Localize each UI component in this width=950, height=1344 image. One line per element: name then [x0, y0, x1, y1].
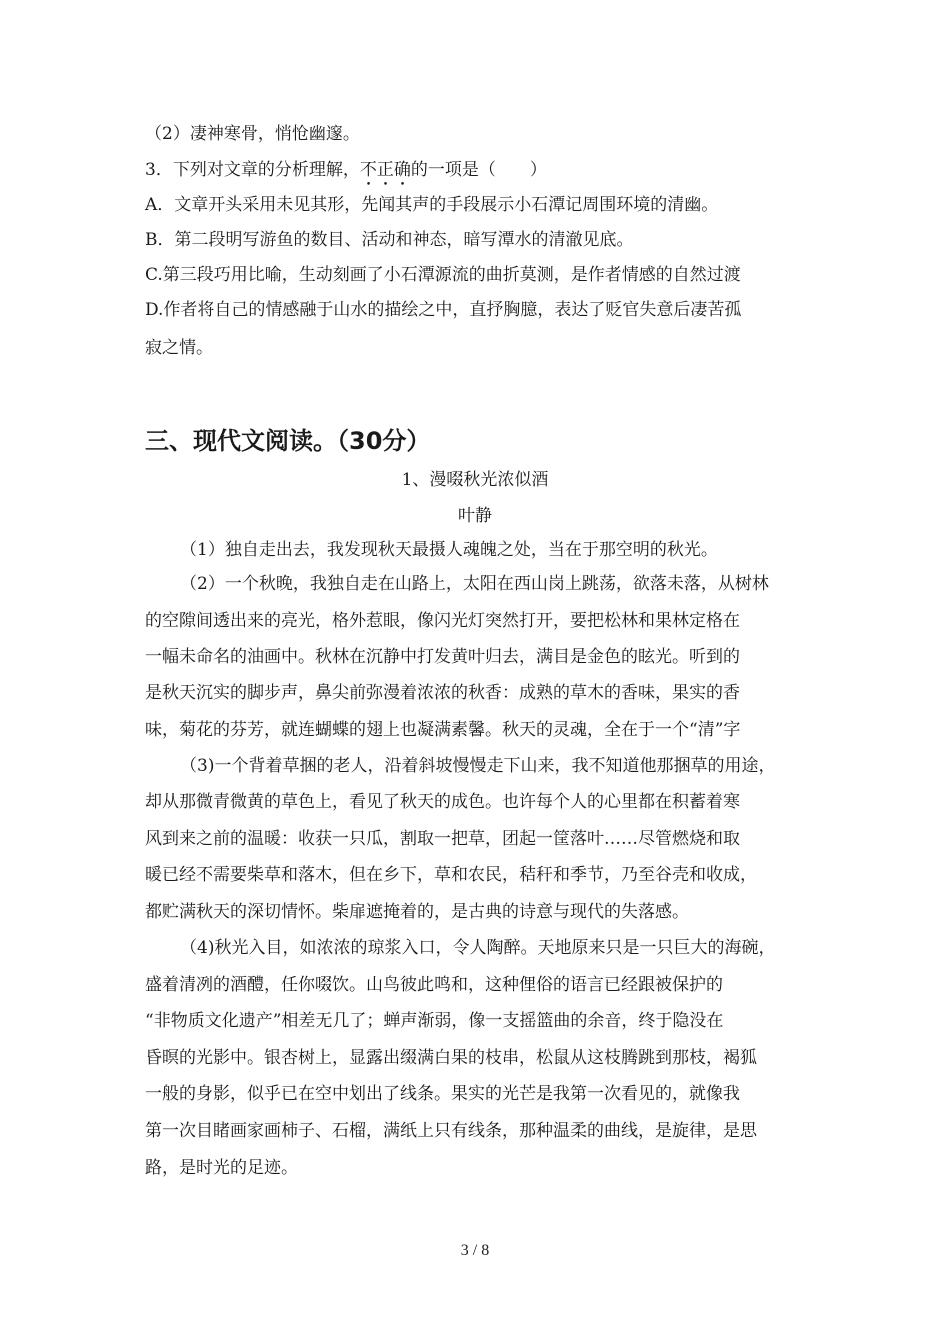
question-3-emphasis: 不正确 [359, 160, 411, 180]
page-number: 3 / 8 [460, 1242, 490, 1259]
paragraph-line: 风到来之前的温暖：收获一只瓜，割取一把草，团起一筐落叶……尽管燃烧和取 [145, 829, 740, 849]
question-3-prefix: 3．下列对文章的分析理解， [145, 160, 360, 180]
article-title: 1、漫啜秋光浓似酒 [401, 470, 549, 490]
question-3-suffix: 的一项是（ ） [410, 160, 547, 180]
option-a: A．文章开头采用未见其形，先闻其声的手段展示小石潭记周围环境的清幽。 [145, 195, 719, 215]
paragraph-line: 的空隙间透出来的亮光，格外惹眼，像闪光灯突然打开，要把松林和果林定格在 [145, 611, 740, 631]
option-b: B．第二段明写游鱼的数目、活动和神态，暗写潭水的清澈见底。 [145, 230, 634, 250]
question-3-stem [145, 158, 547, 190]
option-d-line-1: D.作者将自己的情感融于山水的描绘之中，直抒胸臆，表达了贬官失意后凄苦孤 [145, 300, 742, 320]
paragraph-line: 第一次目睹画家画柿子、石榴，满纸上只有线条，那种温柔的曲线，是旋律，是思 [145, 1121, 757, 1141]
paragraph-line: 盛着清冽的酒醴，任你啜饮。山鸟彼此鸣和，这种俚俗的语言已经跟被保护的 [145, 975, 723, 995]
paragraph-line: （4)秋光入目，如浓浓的琼浆入口，令人陶醉。天地原来只是一只巨大的海碗， [180, 938, 776, 958]
paragraph-line: 却从那微青微黄的草色上，看见了秋天的成色。也许每个人的心里都在积蓄着寒 [145, 792, 740, 812]
paragraph-line: 是秋天沉实的脚步声，鼻尖前弥漫着浓浓的秋香：成熟的草木的香味，果实的香 [145, 683, 740, 703]
paragraph-line: “非物质文化遗产”相差无几了；蝉声渐弱，像一支摇篮曲的余音，终于隐没在 [145, 1011, 724, 1031]
paragraph-line: 一般的身影，似乎已在空中划出了线条。果实的光芒是我第一次看见的，就像我 [145, 1084, 740, 1104]
paragraph-line: 都贮满秋天的深切情怀。柴扉遮掩着的，是古典的诗意与现代的失落感。 [145, 902, 689, 922]
paragraph-line: （1）独自走出去，我发现秋天最摄人魂魄之处，当在于那空明的秋光。 [180, 540, 718, 560]
paragraph-line: 一幅未命名的油画中。秋林在沉静中打发黄叶归去，满目是金色的眩光。听到的 [145, 647, 740, 667]
paragraph-line: 路，是时光的足迹。 [145, 1158, 298, 1178]
paragraph-line: （3)一个背着草捆的老人，沿着斜坡慢慢走下山来，我不知道他那捆草的用途， [180, 756, 776, 776]
option-d-line-2: 寂之情。 [145, 338, 213, 358]
paragraph-line: 味，菊花的芬芳，就连蝴蝶的翅上也凝满素馨。秋天的灵魂，全在于一个“清”字 [145, 720, 741, 740]
section-3-heading: 三、现代文阅读。（30分） [145, 427, 431, 455]
article-author: 叶静 [458, 506, 492, 526]
paragraph-line: 暖已经不需要柴草和落木，但在乡下，草和农民，秸秆和季节，乃至谷壳和收成， [145, 865, 757, 885]
question-2-item-2: （2）凄神寒骨，悄怆幽邃。 [145, 124, 360, 144]
paragraph-line: 昏暝的光影中。银杏树上，显露出缀满白果的枝串，松鼠从这枝腾跳到那枝，褐狐 [145, 1048, 757, 1068]
option-c: C.第三段巧用比喻，生动刻画了小石潭源流的曲折莫测，是作者情感的自然过渡 [145, 265, 741, 285]
paragraph-line: （2）一个秋晚，我独自走在山路上，太阳在西山岗上跳荡，欲落未落，从树林 [180, 574, 769, 594]
